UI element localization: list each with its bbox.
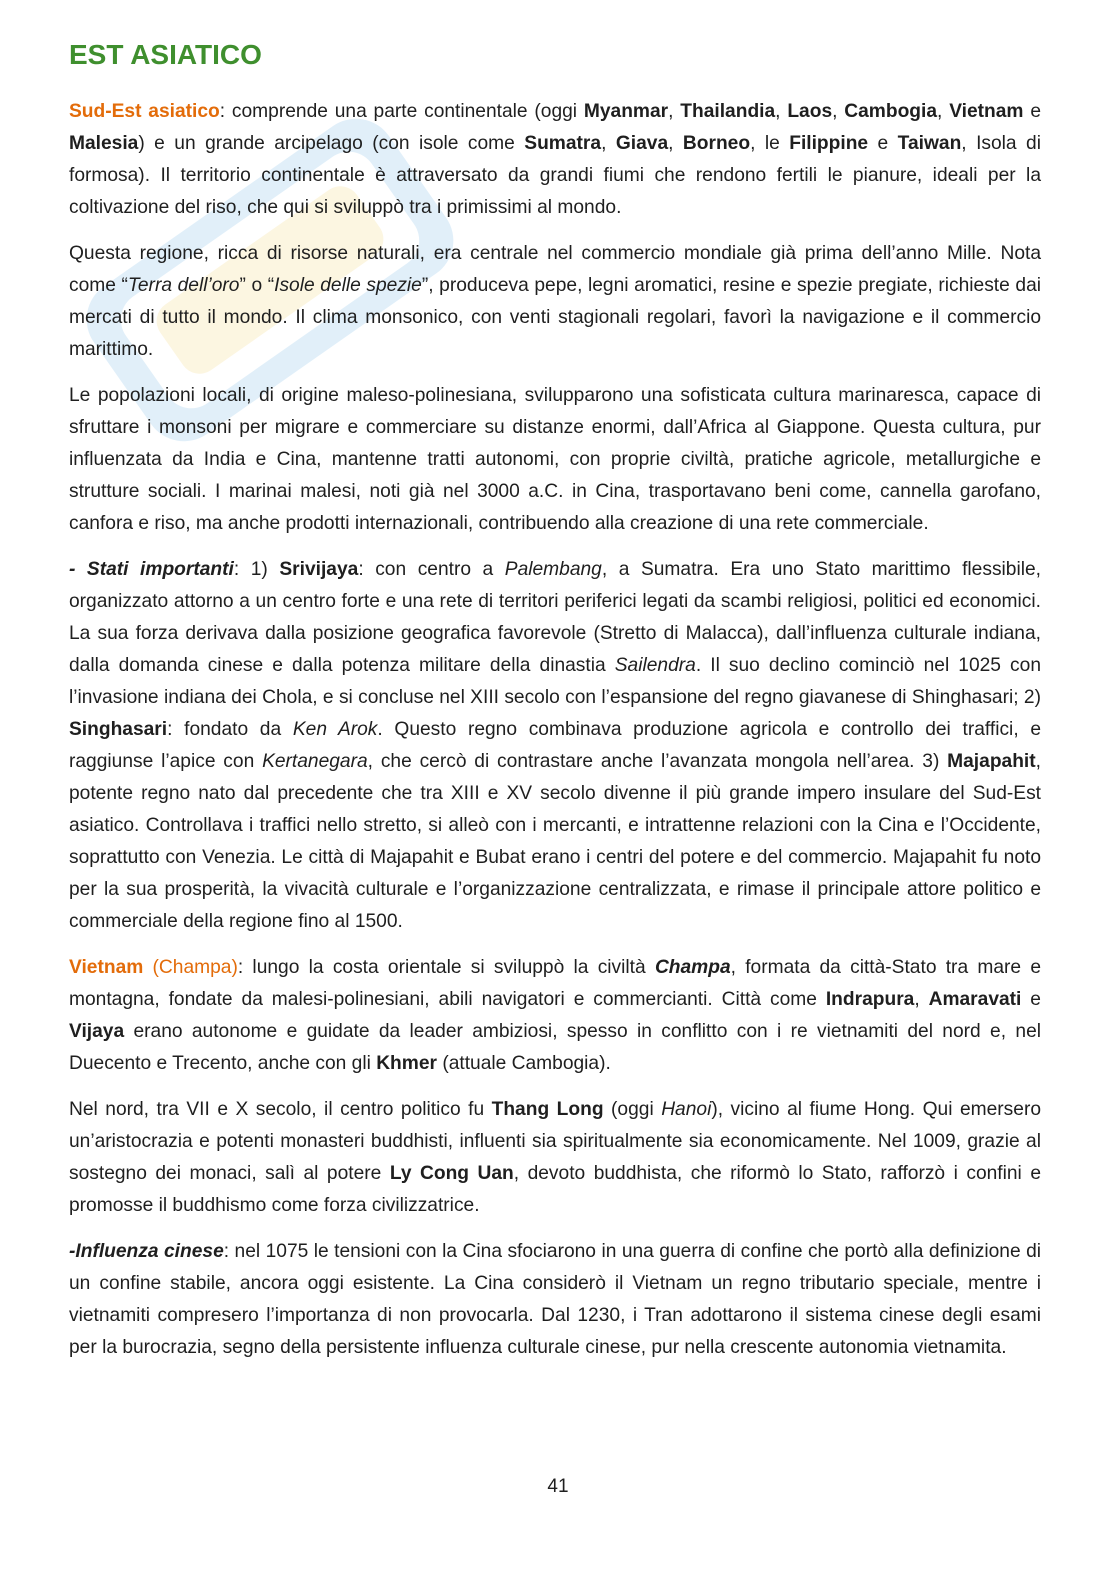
section-label: Sud-Est asiatico: [69, 101, 220, 122]
paragraph-sud-est-asiatico: Sud-Est asiatico: comprende una parte continentale (oggi Myanmar, Thailandia, Laos, Cambogia, Vietnam e Malesia) e un grande arcipelago (con isole come Sumatra, Giava, Borneo, le Filippine e Taiwan, Isola di formosa). Il territorio continentale è attraversato da grandi fiumi che rendono fertili le pianure, ideali per la coltivazione del riso, che qui si sviluppò tra i primissimi al mondo.: [69, 101, 1041, 218]
page-number: 41: [547, 1476, 569, 1497]
section-label: -Influenza cinese: [69, 1241, 224, 1262]
paragraph-commercio: Questa regione, ricca di risorse naturali, era centrale nel commercio mondiale già prima dell’anno Mille. Nota come “Terra dell’oro” o “Isole delle spezie”, produceva pepe, legni aromatici, resine e spezie pregiate, richieste dai mercati di tutto il mondo. Il clima monsonico, con venti stagionali regolari, favorì la navigazione e il commercio marittimo.: [69, 243, 1041, 360]
section-label: Vietnam: [69, 957, 144, 978]
paragraph-nord-vietnam: Nel nord, tra VII e X secolo, il centro politico fu Thang Long (oggi Hanoi), vicino al fiume Hong. Qui emersero un’aristocrazia e potenti monasteri buddhisti, influenti sia spiritualmente sia economicamente. Nel 1009, grazie al sostegno dei monaci, salì al potere Ly Cong Uan, devoto buddhista, che riformò lo Stato, rafforzò i confini e promosse il buddhismo come forza civilizzatrice.: [69, 1099, 1042, 1216]
paragraph-influenza-cinese: -Influenza cinese: nel 1075 le tensioni con la Cina sfociarono in una guerra di confine che portò alla definizione di un confine stabile, ancora oggi esistente. La Cina considerò il Vietnam un regno tributario speciale, mentre i vietnamiti compresero l’importanza di non provocarla. Dal 1230, i Tran adottarono il sistema cinese degli esami per la burocrazia, segno della persistente influenza culturale cinese, pur nella crescente autonomia vietnamita.: [69, 1241, 1042, 1358]
paragraph-vietnam-champa: Vietnam (Champa): lungo la costa orientale si sviluppò la civiltà Champa, formata da città-Stato tra mare e montagna, fondate da malesi-polinesiani, abili navigatori e commercianti. Città come Indrapura, Amaravati e Vijaya erano autonome e guidate da leader ambiziosi, spesso in conflitto con i re vietnamiti del nord e, nel Duecento e Trecento, anche con gli Khmer (attuale Cambogia).: [69, 957, 1042, 1074]
paragraph-stati-importanti: - Stati importanti: 1) Srivijaya: con centro a Palembang, a Sumatra. Era uno Stato marittimo flessibile, organizzato attorno a un centro forte e una rete di territori periferici legati da scambi religiosi, politici ed economici. La sua forza derivava dalla posizione geografica favorevole (Stretto di Malacca), dall’influenza culturale indiana, dalla domanda cinese e dalla potenza militare della dinastia Sailendra. Il suo declino cominciò nel 1025 con l’invasione indiana dei Chola, e si concluse nel XIII secolo con l’espansione del regno giavanese di Shinghasari; 2) Singhasari: fondato da Ken Arok. Questo regno combinava produzione agricola e controllo dei traffici, e raggiunse l’apice con Kertanegara, che cercò di contrastare anche l’avanzata mongola nell’area. 3) Majapahit, potente regno nato dal precedente che tra XIII e XV secolo divenne il più grande impero insulare del Sud-Est asiatico. Controllava i traffici nello stretto, si alleò con i mercanti, e intrattenne relazioni con la Cina e l’Occidente, soprattutto con Venezia. Le città di Majapahit e Bubat erano i centri del potere e del commercio. Majapahit fu noto per la sua prosperità, la vivacità culturale e l’organizzazione centralizzata, e rimase il principale attore politico e commerciale della regione fino al 1500.: [69, 559, 1042, 932]
section-label: - Stati importanti: [69, 559, 234, 580]
page-title: EST ASIATICO: [69, 39, 262, 70]
paragraph-popolazioni: Le popolazioni locali, di origine maleso-polinesiana, svilupparono una sofisticata cultura marinaresca, capace di sfruttare i monsoni per migrare e commerciare su distanze enormi, dall’Africa al Giappone. Questa cultura, pur influenzata da India e Cina, mantenne tratti autonomi, con proprie civiltà, pratiche agricole, metallurgiche e strutture sociali. I marinai malesi, noti già nel 3000 a.C. in Cina, trasportavano beni come, cannella garofano, canfora e riso, ma anche prodotti internazionali, contribuendo alla creazione di una rete commerciale.: [69, 385, 1041, 534]
document-content: [69, 36, 1041, 1378]
